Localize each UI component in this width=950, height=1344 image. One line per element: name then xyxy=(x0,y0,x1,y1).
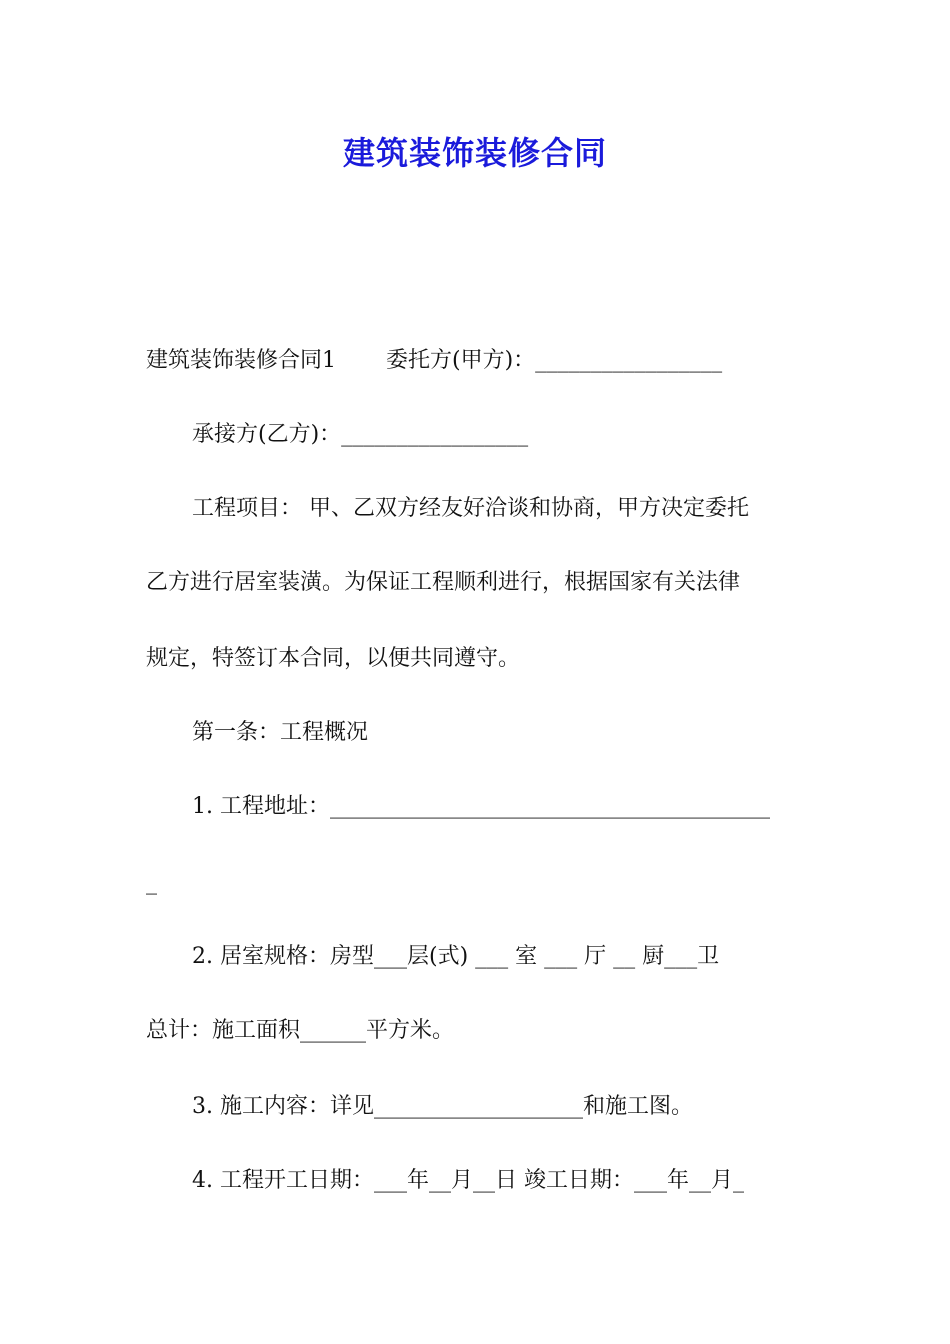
project-paragraph-line-2: 乙方进行居室装潢。为保证工程顺利进行，根据国家有关法律 xyxy=(146,570,741,595)
room-spec-line: 2. 居室规格：房型___层(式) ___ 室 ___ 厅 __ 厨___卫 xyxy=(192,944,720,969)
project-paragraph-line-1: 工程项目： 甲、乙双方经友好洽谈和协商，甲方决定委托 xyxy=(192,496,749,521)
article-one-heading: 第一条：工程概况 xyxy=(192,720,369,745)
project-paragraph-line-3: 规定，特签订本合同，以便共同遵守。 xyxy=(146,646,521,671)
document-title: 建筑装饰装修合同 xyxy=(342,134,607,172)
party-a-field: 委托方(甲方)：_________________ xyxy=(386,348,723,373)
party-b-line: 承接方(乙方)：_________________ xyxy=(192,422,529,447)
construction-area-line: 总计：施工面积______平方米。 xyxy=(146,1018,455,1043)
party-a-line xyxy=(146,346,810,376)
construction-content-line: 3. 施工内容：详见___________________和施工图。 xyxy=(192,1094,693,1119)
project-address-line: 1. 工程地址：________________________________________ xyxy=(192,794,770,819)
schedule-line: 4. 工程开工日期：___年__月__日 竣工日期：___年__月_ xyxy=(192,1168,744,1193)
project-address-continuation: _ xyxy=(146,870,157,895)
contract-name: 建筑装饰装修合同1 xyxy=(146,348,336,373)
